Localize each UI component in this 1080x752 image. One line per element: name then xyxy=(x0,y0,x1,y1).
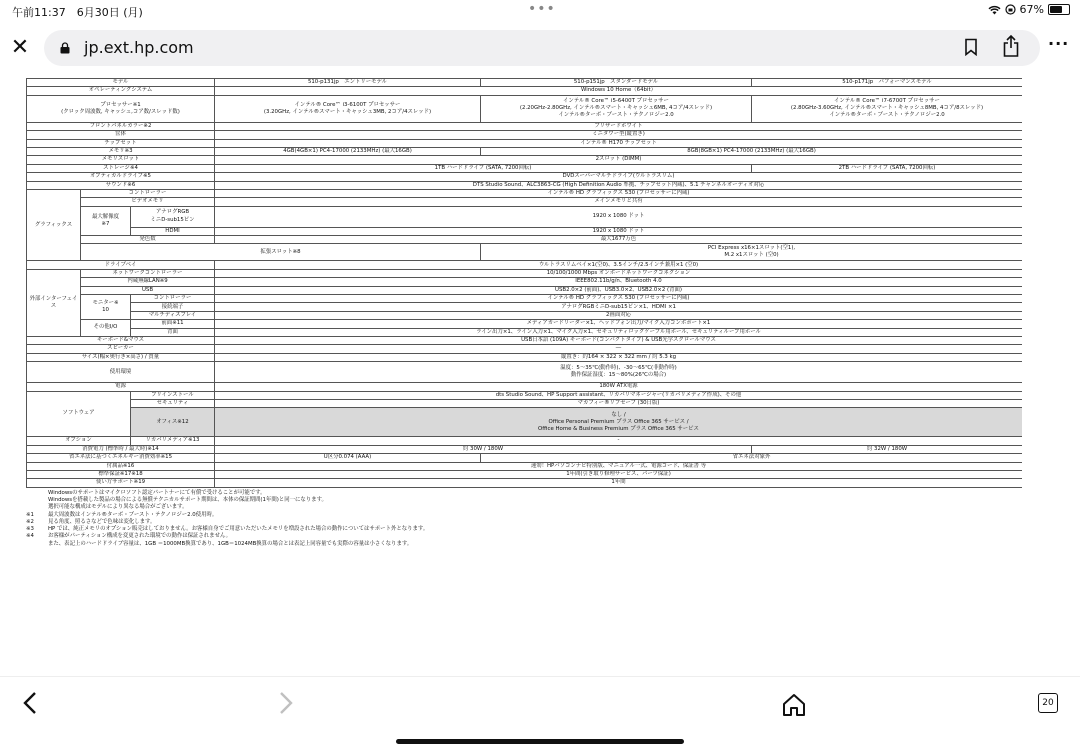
row-value: dts Studio Sound、HP Support assistant、リカバリマネージャー(リカバリメディア作成)、その他 xyxy=(215,391,1023,399)
table-row xyxy=(27,164,1023,172)
table-row xyxy=(27,261,1023,269)
table-row xyxy=(27,278,1023,286)
note-line: Windowsを搭載した製品の場合による無償テクニカルサポート期間は、本体の保証期間(1年間)と同一になります。 xyxy=(48,496,327,503)
row-value: なし / Office Personal Premium プラス Office 365 サービス / Office Home & Business Premium プラス Office 365 サービス xyxy=(215,408,1023,437)
forward-icon[interactable] xyxy=(278,691,294,722)
row-value: メディアカードリーダー×1、ヘッドフォン出力/マイク入力コンボポート×1 xyxy=(215,320,1023,328)
cell-value: 省エネ法対象外 xyxy=(481,454,1023,462)
table-row xyxy=(27,295,1023,303)
table-row xyxy=(27,181,1023,189)
row-label: メモリ※3 xyxy=(27,147,215,155)
row-label: 省エネ法に基づくエネルギー消費効率※15 xyxy=(27,454,215,462)
row-label: メモリスロット xyxy=(27,156,215,164)
tabs-button[interactable]: 20 xyxy=(1038,693,1058,713)
row-label: オフィス※12 xyxy=(131,408,215,437)
table-row xyxy=(27,345,1023,353)
row-value: 速効！HPパソコンナビ特別版、マニュアル一式、電源コード、保証書 等 xyxy=(215,462,1023,470)
row-value: 最大1677万色 xyxy=(215,236,1023,244)
table-row xyxy=(27,454,1023,462)
cell-value: 約 32W / 180W xyxy=(752,445,1023,453)
table-row xyxy=(27,95,1023,122)
row-label: 電源 xyxy=(27,383,215,391)
table-row xyxy=(27,173,1023,181)
row-label: ドライブベイ xyxy=(27,261,215,269)
row-value: 1920 x 1080 ドット xyxy=(215,206,1023,227)
row-value: インテル® HD グラフィックス 530 (プロセッサーに内蔵) xyxy=(215,295,1023,303)
lock-icon xyxy=(60,42,70,54)
row-value: ライン出力×1、ライン入力×1、マイク入力×1、セキュリティロックケーブル用ホール、セキュリティループ用ホール xyxy=(215,328,1023,336)
row-value: - xyxy=(215,437,1023,445)
row-value: ウルトラスリムベイ×1(空0)、3.5インチ/2.5インチ兼用×1 (空0) xyxy=(215,261,1023,269)
cell-value: 1TB ハードドライブ (SATA, 7200回転) xyxy=(215,164,752,172)
table-row xyxy=(27,131,1023,139)
row-value: Windows 10 Home（64bit） xyxy=(215,87,1023,95)
multitask-dots-icon[interactable]: ••• xyxy=(528,1,556,17)
row-label: 筐体 xyxy=(27,131,215,139)
row-value: USB日本語 (109A) キーボード(コンパクトタイプ) & USB光学スクロールマウス xyxy=(215,336,1023,344)
home-icon[interactable] xyxy=(780,691,808,719)
table-row xyxy=(27,206,1023,227)
row-label: フロントパネルカラー※2 xyxy=(27,122,215,130)
row-value: 10/100/1000 Mbps オンボードネットワークコネクション xyxy=(215,269,1023,277)
row-label: セキュリティ xyxy=(131,399,215,407)
row-label: 接続端子 xyxy=(131,303,215,311)
row-value: 温度：5〜35℃(動作時)、-30〜65℃(非動作時) 動作保証湿度：15〜80%(26℃の場合) xyxy=(215,362,1023,383)
row-label: サイズ(幅×奥行き×高さ) / 質量 xyxy=(27,353,215,361)
bookmark-icon[interactable] xyxy=(964,38,978,56)
row-label: 付属品※16 xyxy=(27,462,215,470)
table-row xyxy=(27,470,1023,478)
battery-icon xyxy=(1048,4,1070,15)
row-label: 拡張スロット※8 xyxy=(81,244,481,261)
group-label: 外部インターフェイス xyxy=(27,269,81,336)
table-row xyxy=(27,362,1023,383)
share-icon[interactable] xyxy=(1002,34,1020,58)
table-row xyxy=(27,445,1023,453)
page-content xyxy=(26,78,1022,676)
wifi-icon xyxy=(988,5,1001,15)
row-label: プロセッサー※1 (クロック周波数, キャッシュ,コア数/スレッド数) xyxy=(27,95,215,122)
group-label: グラフィックス xyxy=(27,189,81,261)
row-label: 前面※11 xyxy=(131,320,215,328)
row-label: ネットワークコントローラー xyxy=(81,269,215,277)
note-line: ※2 見る角度、照るさなどで色味は変化します。 xyxy=(26,518,156,525)
row-label: オプティカルドライブ※5 xyxy=(27,173,215,181)
cell-value: インテル® Core™ i5-6400T プロセッサー (2.20GHz-2.80GHz, インテル®スマート・キャッシュ6MB, 4コア/4スレッド) インテル®ターボ・ブースト・テクノロジー2.0 xyxy=(481,95,752,122)
browser-bottom-bar xyxy=(0,676,1080,752)
row-label: 使用環境 xyxy=(27,362,215,383)
cell-value: U区分0.074 (AAA) xyxy=(215,454,481,462)
table-row xyxy=(27,320,1023,328)
spec-table xyxy=(26,78,1022,488)
row-label: モデル xyxy=(27,79,215,87)
row-label: HDMI xyxy=(131,227,215,235)
cell-value: インテル® Core™ i3-6100T プロセッサー (3.20GHz, インテル®スマート・キャッシュ3MB, 2コア/4スレッド) xyxy=(215,95,481,122)
table-row xyxy=(27,227,1023,235)
row-label: チップセット xyxy=(27,139,215,147)
row-value: 1920 x 1080 ドット xyxy=(215,227,1023,235)
table-row xyxy=(27,311,1023,319)
table-row xyxy=(27,328,1023,336)
row-value: IEEE802.11b/g/n、Bluetooth 4.0 xyxy=(215,278,1023,286)
note-line: ※3 HP では、純正メモリのオプション販売はしておりません。お客様自身でご用意いただいたメモリを増設された場合の動作についてはサポート外となります。 xyxy=(26,526,429,533)
cell-value: 2TB ハードドライブ (SATA, 7200回転) xyxy=(752,164,1023,172)
subgroup-label: その他I/O xyxy=(81,320,131,337)
status-time: 午前11:37 6月30日 (月) xyxy=(12,6,143,19)
table-row xyxy=(27,244,1023,261)
table-row xyxy=(27,383,1023,391)
row-label: ビデオメモリ xyxy=(81,198,215,206)
table-row xyxy=(27,269,1023,277)
cell-value: 8GB(8GB×1) PC4-17000 (2133MHz) (最大16GB) xyxy=(481,147,1023,155)
row-label: 使い方サポート※19 xyxy=(27,479,215,487)
table-row xyxy=(27,408,1023,437)
row-label: プリインストール xyxy=(131,391,215,399)
row-value: 縦置き：約164 × 322 × 322 mm / 約 5.3 kg xyxy=(215,353,1023,361)
table-row xyxy=(27,303,1023,311)
note-line: ※4 お客様がパーティション構成を変更された環境での動作は保証されません。 xyxy=(26,533,232,540)
row-value: 180W ATX電源 xyxy=(215,383,1023,391)
table-row xyxy=(27,399,1023,407)
row-label: ストレージ※4 xyxy=(27,164,215,172)
close-icon[interactable]: ✕ xyxy=(10,35,30,60)
row-value: 1年間(引き取り修理サービス、パーツ保証) xyxy=(215,470,1023,478)
table-row xyxy=(27,336,1023,344)
group-label: オプション xyxy=(27,437,131,445)
subgroup-label: モニター※ 10 xyxy=(81,295,131,320)
footnotes xyxy=(26,490,1022,548)
row-label: スピーカー xyxy=(27,345,215,353)
row-label: 背面 xyxy=(131,328,215,336)
row-label: キーボード&マウス xyxy=(27,336,215,344)
row-value: USB2.0×2 (前面)、USB3.0×2、USB2.0×2 (背面) xyxy=(215,286,1023,294)
browser-toolbar xyxy=(0,24,1080,76)
row-label: コントローラー xyxy=(81,189,215,197)
orientation-lock-icon xyxy=(1005,4,1016,15)
model-entry: 510-p131jp エントリーモデル xyxy=(215,79,481,87)
row-label: 発色数 xyxy=(81,236,215,244)
battery-percent: 67% xyxy=(1019,3,1044,16)
row-label: オペレーティングシステム xyxy=(27,87,215,95)
table-row xyxy=(27,79,1023,87)
row-value: 2画面対応 xyxy=(215,311,1023,319)
table-row xyxy=(27,286,1023,294)
row-value: 2スロット (DIMM) xyxy=(215,156,1023,164)
table-row xyxy=(27,479,1023,487)
row-value: マカフィー®リブセーフ (30日版) xyxy=(215,399,1023,407)
row-value: インテル® HD グラフィックス 530 (プロセッサーに内蔵) xyxy=(215,189,1023,197)
row-value: 1年間 xyxy=(215,479,1023,487)
subgroup-label: 最大解像度 ※7 xyxy=(81,206,131,235)
table-row xyxy=(27,236,1023,244)
note-line: ※1 最大周波数はインテル®ターボ・ブースト・テクノロジー2.0使用時。 xyxy=(26,511,218,518)
row-label: USB xyxy=(81,286,215,294)
back-icon[interactable] xyxy=(22,691,38,722)
model-performance: 510-p171jp パフォーマンスモデル xyxy=(752,79,1023,87)
address-bar[interactable] xyxy=(44,30,1040,66)
row-label: サウンド※6 xyxy=(27,181,215,189)
cell-value: 約 30W / 180W xyxy=(215,445,752,453)
row-value: PCI Express x16×1スロット(空1), M.2 x1スロット (空0) xyxy=(481,244,1023,261)
table-row xyxy=(27,156,1023,164)
row-value: メインメモリと共有 xyxy=(215,198,1023,206)
table-row xyxy=(27,353,1023,361)
row-label: リカバリメディア※13 xyxy=(131,437,215,445)
cell-value: 4GB(4GB×1) PC4-17000 (2133MHz) (最大16GB) xyxy=(215,147,481,155)
note-line: 選択可能な構成はモデルにより異なる場合がございます。 xyxy=(48,504,188,511)
table-row xyxy=(27,87,1023,95)
table-row xyxy=(27,462,1023,470)
note-line: また、表記上のハードドライブ容量は、1GB ＝1000MB換算であり、1GB＝1024MB換算の場合とは表記上同容量でも実際の容量は小さくなります。 xyxy=(48,540,413,547)
table-row xyxy=(27,122,1023,130)
status-bar xyxy=(0,0,1080,22)
home-indicator[interactable] xyxy=(396,739,684,744)
row-label: マルチディスプレイ xyxy=(131,311,215,319)
table-row xyxy=(27,189,1023,197)
status-right xyxy=(988,3,1070,16)
row-label: アナログRGB ミニD-sub15ピン xyxy=(131,206,215,227)
row-label: コントローラー xyxy=(131,295,215,303)
row-label: 消費電力 (標準時 / 最大時)※14 xyxy=(27,445,215,453)
row-value: アナログRGBミニD-sub15ピン×1、HDMI ×1 xyxy=(215,303,1023,311)
model-standard: 510-p151jp スタンダードモデル xyxy=(481,79,752,87)
row-value: インテル® H170 チップセット xyxy=(215,139,1023,147)
group-label: ソフトウェア xyxy=(27,391,131,437)
table-row xyxy=(27,437,1023,445)
more-options-icon[interactable]: ··· xyxy=(1048,34,1070,53)
cell-value: インテル® Core™ i7-6700T プロセッサー (2.80GHz-3.60GHz, インテル®スマート・キャッシュ8MB, 4コア/8スレッド) インテル®ターボ・ブースト・テクノロジー2.0 xyxy=(752,95,1023,122)
row-value: DTS Studio Sound、ALC3863-CG (High Definition Audio 準拠、チップセット内蔵)、5.1 チャンネルオーディオ対応 xyxy=(215,181,1023,189)
table-row xyxy=(27,391,1023,399)
table-row xyxy=(27,198,1023,206)
row-value: ― xyxy=(215,345,1023,353)
row-label: 標準保証※17※18 xyxy=(27,470,215,478)
table-row xyxy=(27,147,1023,155)
table-row xyxy=(27,139,1023,147)
row-value: DVDスーパーマルチドライブ(ウルトラスリム) xyxy=(215,173,1023,181)
row-value: ブリザードホワイト xyxy=(215,122,1023,130)
row-label: 内蔵無線LAN※9 xyxy=(81,278,215,286)
url-text: jp.ext.hp.com xyxy=(84,38,194,57)
note-line: Windowsのサポートはマイクロソフト認定パートナーにて有償で受けることが可能です。 xyxy=(48,489,266,496)
row-value: ミニタワー型(縦置き) xyxy=(215,131,1023,139)
